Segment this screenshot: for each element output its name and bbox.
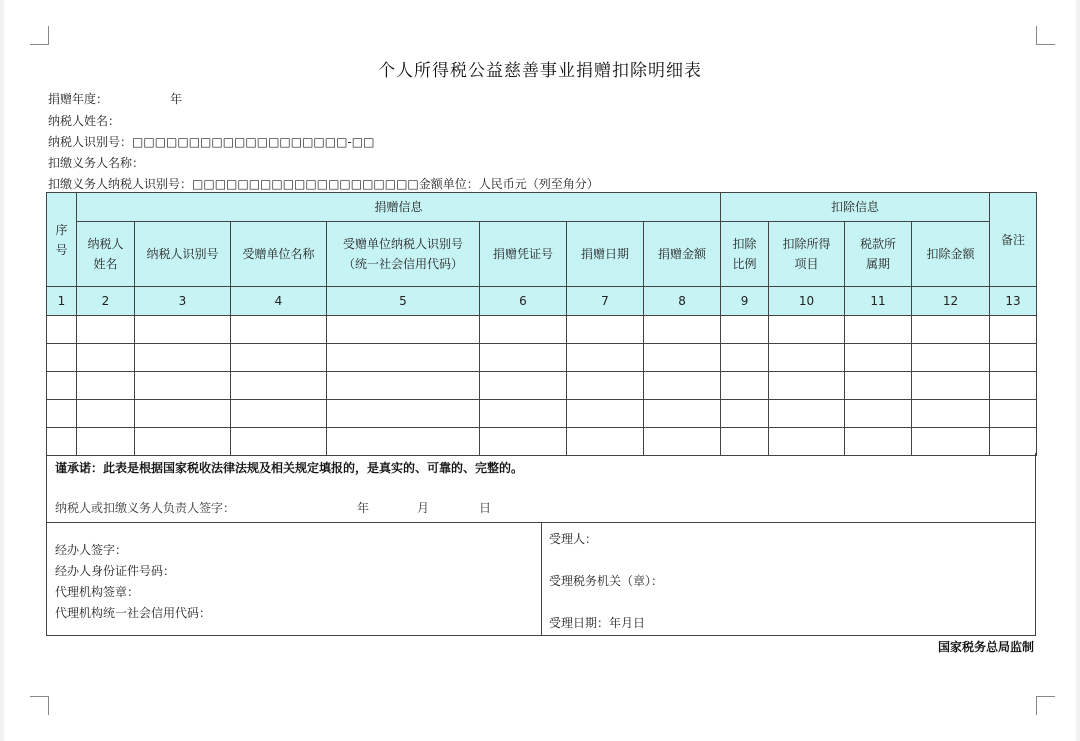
amount-unit: 金额单位：人民币元（列至角分） [418, 177, 599, 191]
col-number-6: 6 [480, 287, 567, 316]
col-number-3: 3 [135, 287, 231, 316]
header-deduction-info: 扣除信息 [721, 193, 990, 222]
form-page [4, 0, 1076, 741]
header-taxpayer-name: 纳税人姓名 [77, 222, 135, 287]
table-row [47, 428, 1037, 456]
year-unit: 年 [170, 92, 183, 106]
crop-mark-top-right [1036, 26, 1055, 45]
crop-mark-bottom-left [30, 696, 49, 715]
col-number-9: 9 [721, 287, 769, 316]
donation-year-line [48, 90, 182, 107]
header-tax-period: 税款所属期 [845, 222, 912, 287]
header-taxpayer-id: 纳税人识别号 [135, 222, 231, 287]
form-title: 个人所得税公益慈善事业捐赠扣除明细表 [378, 61, 702, 81]
header-recipient-name: 受赠单位名称 [231, 222, 327, 287]
taxpayer-id-line [48, 133, 374, 150]
table-row [47, 316, 1037, 344]
col-number-11: 11 [845, 287, 912, 316]
agency-seal-label: 代理机构签章： [55, 585, 140, 599]
header-deduction-amount: 扣除金额 [912, 222, 990, 287]
header-remark: 备注 [990, 193, 1037, 287]
divider-vertical [541, 522, 542, 635]
header-seq: 序号 [47, 193, 77, 287]
receive-date-label: 受理日期：年月日 [549, 616, 646, 630]
col-number-7: 7 [567, 287, 644, 316]
taxpayer-id-label: 纳税人识别号： [48, 135, 133, 149]
agency-code-label: 代理机构统一社会信用代码： [55, 606, 212, 620]
donation-year-label: 捐赠年度： [48, 92, 109, 106]
sign-day: 日 [479, 501, 492, 515]
signature-label: 纳税人或扣缴义务人负责人签字： [55, 501, 236, 515]
withholder-id-boxes: □□□□□□□□□□□□□□□□□□□□ [192, 177, 419, 191]
taxpayer-name-label: 纳税人姓名： [48, 114, 121, 128]
col-number-4: 4 [231, 287, 327, 316]
receiving-office-label: 受理税务机关（章）： [549, 574, 664, 588]
agent-id-label: 经办人身份证件号码： [55, 564, 176, 578]
withholder-name-label: 扣缴义务人名称： [48, 156, 145, 170]
col-number-8: 8 [644, 287, 721, 316]
table-row [47, 372, 1037, 400]
table-row [47, 344, 1037, 372]
sign-year: 年 [357, 501, 370, 515]
crop-mark-bottom-right [1036, 696, 1055, 715]
footer-supervisor: 国家税务总局监制 [937, 640, 1034, 654]
header-receipt-number: 捐赠凭证号 [480, 222, 567, 287]
header-donation-info: 捐赠信息 [77, 193, 721, 222]
table-row [47, 400, 1037, 428]
withholder-id-line [48, 175, 599, 192]
header-donation-amount: 捐赠金额 [644, 222, 721, 287]
withholder-id-label: 扣缴义务人纳税人识别号： [48, 177, 193, 191]
donation-table [46, 192, 1037, 456]
crop-mark-top-left [30, 26, 49, 45]
col-number-2: 2 [77, 287, 135, 316]
header-deduction-item: 扣除所得项目 [769, 222, 845, 287]
declaration-section [46, 453, 1036, 636]
col-number-12: 12 [912, 287, 990, 316]
signature-line [55, 499, 491, 516]
col-number-1: 1 [47, 287, 77, 316]
col-number-13: 13 [990, 287, 1037, 316]
agent-signature-label: 经办人签字： [55, 543, 128, 557]
header-recipient-id: 受赠单位纳税人识别号（统一社会信用代码） [327, 222, 480, 287]
col-number-5: 5 [327, 287, 480, 316]
promise-statement: 谨承诺：此表是根据国家税收法律法规及相关规定填报的，是真实的、可靠的、完整的。 [55, 461, 524, 475]
header-deduction-ratio: 扣除比例 [721, 222, 769, 287]
receiver-label: 受理人： [549, 532, 598, 546]
header-donation-date: 捐赠日期 [567, 222, 644, 287]
taxpayer-id-boxes: □□□□□□□□□□□□□□□□□□□-□□ [132, 135, 375, 149]
col-number-10: 10 [769, 287, 845, 316]
sign-month: 月 [417, 501, 430, 515]
